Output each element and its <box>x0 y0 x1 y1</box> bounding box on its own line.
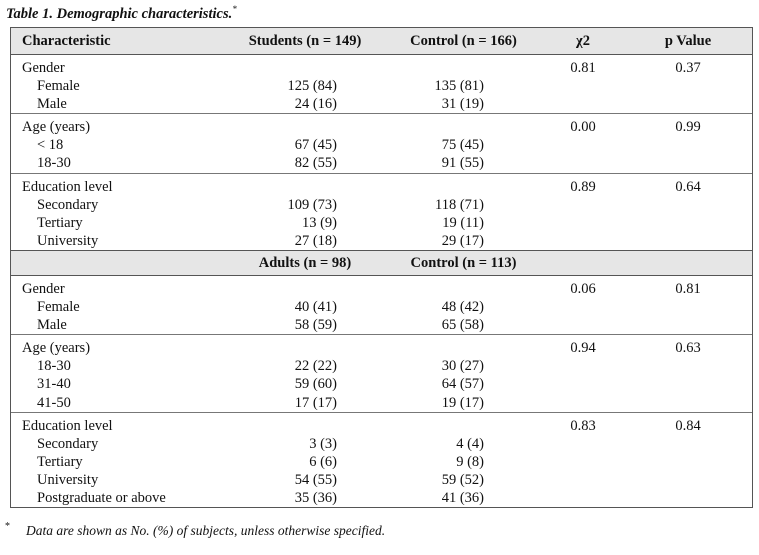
row-label: Male <box>37 96 67 113</box>
row-label: University <box>37 232 99 249</box>
students-value: 67 (45) <box>294 137 337 154</box>
chi2-value: 0.00 <box>570 119 596 136</box>
row-label: Secondary <box>37 435 99 452</box>
chi2-value: 0.06 <box>570 280 596 297</box>
row-label: 31-40 <box>37 376 71 393</box>
table-row <box>11 214 752 232</box>
table-row <box>11 232 752 250</box>
adults-value: 3 (3) <box>309 435 337 452</box>
control-value: 64 (57) <box>441 376 484 393</box>
row-label: 18-30 <box>37 155 71 172</box>
control-value: 91 (55) <box>441 155 484 172</box>
p-value: 0.81 <box>675 280 701 297</box>
table-row <box>11 316 752 334</box>
adults-value: 35 (36) <box>294 489 337 506</box>
table-row <box>11 435 752 453</box>
table-row <box>11 196 752 214</box>
students-value: 125 (84) <box>287 78 337 95</box>
group-row <box>11 178 752 196</box>
row-label: < 18 <box>37 137 64 154</box>
control-value: 31 (19) <box>441 96 484 113</box>
header-adults: Adults (n = 98) <box>258 254 352 271</box>
row-label: Tertiary <box>37 453 83 470</box>
row-label: Postgraduate or above <box>37 489 166 506</box>
students-value: 13 (9) <box>301 214 337 231</box>
table-row <box>11 453 752 471</box>
table-header-row <box>11 28 752 55</box>
p-value: 0.84 <box>675 417 701 434</box>
chi2-value: 0.81 <box>570 60 596 76</box>
control-value: 9 (8) <box>456 453 484 470</box>
header-chi2: χ2 <box>576 33 590 49</box>
header-p-value: p Value <box>664 33 712 49</box>
control-value: 41 (36) <box>441 489 484 506</box>
row-label: 18-30 <box>37 358 71 375</box>
chi2-value: 0.83 <box>570 417 596 434</box>
adults-value: 17 (17) <box>294 394 337 411</box>
table-row <box>11 394 752 412</box>
header-control: Control (n = 166) <box>410 33 517 49</box>
header-characteristic: Characteristic <box>22 33 111 49</box>
table-row <box>11 77 752 95</box>
group-label: Age (years) <box>22 340 91 357</box>
control-value: 19 (11) <box>442 214 484 231</box>
table-row <box>11 375 752 393</box>
students-value: 109 (73) <box>287 196 337 213</box>
control-value: 30 (27) <box>441 358 484 375</box>
adults-value: 59 (60) <box>294 376 337 393</box>
group-label: Gender <box>22 280 65 297</box>
table-row <box>11 298 752 316</box>
row-label: Female <box>37 299 80 316</box>
group-label: Education level <box>22 417 113 434</box>
table-row <box>11 95 752 113</box>
table-caption <box>6 4 237 23</box>
header-students: Students (n = 149) <box>248 33 362 49</box>
row-label: Secondary <box>37 196 99 213</box>
demographics-table <box>10 27 753 508</box>
control-value: 29 (17) <box>441 232 484 249</box>
row-label: University <box>37 471 99 488</box>
adults-value: 40 (41) <box>294 299 337 316</box>
adults-value: 58 (59) <box>294 317 337 334</box>
p-value: 0.64 <box>675 178 701 195</box>
chi2-value: 0.94 <box>570 340 596 357</box>
table-row <box>11 489 752 507</box>
table-row <box>11 357 752 375</box>
group-label: Gender <box>22 60 65 76</box>
p-value: 0.37 <box>675 60 701 76</box>
table-row <box>11 154 752 172</box>
group-row <box>11 118 752 136</box>
group-row <box>11 59 752 77</box>
chi2-value: 0.89 <box>570 178 596 195</box>
header-adults-control: Control (n = 113) <box>410 254 517 271</box>
group-row <box>11 417 752 435</box>
adults-header-row <box>11 250 752 276</box>
adults-value: 6 (6) <box>309 453 337 470</box>
group-row <box>11 280 752 298</box>
row-label: Male <box>37 317 67 334</box>
students-value: 24 (16) <box>294 96 337 113</box>
control-value: 75 (45) <box>441 137 484 154</box>
table-row <box>11 471 752 489</box>
control-value: 4 (4) <box>456 435 484 452</box>
caption-footnote-mark: * <box>232 4 237 14</box>
control-value: 118 (71) <box>435 196 484 213</box>
group-row <box>11 339 752 357</box>
students-value: 27 (18) <box>294 232 337 249</box>
group-label: Age (years) <box>22 119 91 136</box>
p-value: 0.63 <box>675 340 701 357</box>
row-label: 41-50 <box>37 394 71 411</box>
caption-title: Table 1. Demographic characteristics. <box>6 5 233 22</box>
footnote-mark: * <box>5 521 10 532</box>
row-label: Female <box>37 78 80 95</box>
students-value: 82 (55) <box>294 155 337 172</box>
p-value: 0.99 <box>675 119 701 136</box>
table-row <box>11 136 752 154</box>
control-value: 59 (52) <box>441 471 484 488</box>
adults-value: 22 (22) <box>294 358 337 375</box>
control-value: 19 (17) <box>441 394 484 411</box>
control-value: 48 (42) <box>441 299 484 316</box>
adults-value: 54 (55) <box>294 471 337 488</box>
footnote-text: Data are shown as No. (%) of subjects, unless otherwise specified. <box>26 523 386 538</box>
control-value: 65 (58) <box>441 317 484 334</box>
control-value: 135 (81) <box>434 78 484 95</box>
row-label: Tertiary <box>37 214 83 231</box>
group-label: Education level <box>22 178 113 195</box>
